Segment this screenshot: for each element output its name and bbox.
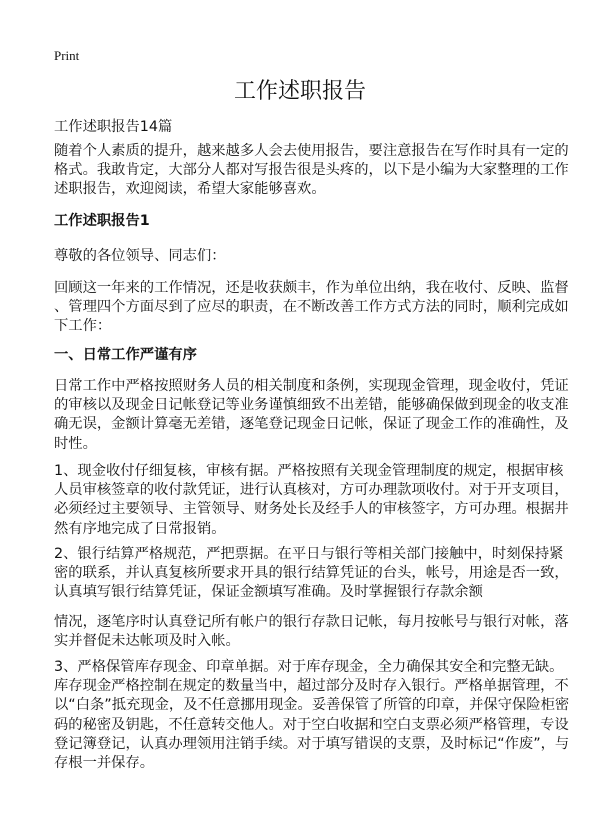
text-line: 的审核以及现金日记帐登记等业务谨慎细致不出差错，能够确保做到现金的收支准 bbox=[54, 397, 569, 414]
document-subtitle: 工作述职报告14篇 bbox=[54, 119, 173, 135]
text-line: 格式。我敢肯定，大部分人都对写报告很是头疼的，以下是小编为大家整理的工作 bbox=[54, 162, 569, 179]
text-line: 存根一并保存。 bbox=[54, 755, 155, 772]
text-line: 码的秘密及钥匙，不任意转交他人。对于空白收据和空白支票必须严格管理，专设 bbox=[54, 716, 569, 733]
text-line: 密的联系，并认真复核所要求开具的银行结算凭证的台头，帐号，用途是否一致， bbox=[54, 565, 569, 582]
salutation: 尊敬的各位领导、同志们： bbox=[54, 248, 226, 264]
text-line: 3、严格保管库存现金、印章单据。对于库存现金，全力确保其安全和完整无缺。 bbox=[54, 659, 564, 675]
text-line: 情况，逐笔序时认真登记所有帐户的银行存款日记帐，每月按帐号与银行对帐，落 bbox=[54, 614, 569, 630]
text-line: 回顾这一年来的工作情况，还是收获颇丰，作为单位出纳，我在收付、反映、监督 bbox=[54, 280, 569, 296]
paragraph bbox=[54, 545, 569, 603]
text-line: 确无误，金额计算毫无差错，逐笔登记现金日记帐，保证了现金工作的准确性，及 bbox=[54, 416, 569, 433]
text-line: 述职报告，欢迎阅读，希望大家能够喜欢。 bbox=[54, 181, 326, 198]
text-line: 随着个人素质的提升，越来越多人会去使用报告，要注意报告在写作时具有一定的 bbox=[54, 143, 569, 159]
text-line: 必须经过主要领导、主管领导、财务处长及经手人的审核签字，方可办理。根据井 bbox=[54, 501, 569, 518]
subsection-heading: 一、日常工作严谨有序 bbox=[54, 347, 197, 363]
text-line: 认真填写银行结算凭证，保证金额填写准确。及时掌握银行存款余额 bbox=[54, 584, 483, 601]
text-line: 人员审核签章的收付款凭证，进行认真核对，方可办理款项收付。对于开支项目， bbox=[54, 482, 569, 499]
paragraph bbox=[54, 279, 569, 337]
print-link[interactable]: Print bbox=[54, 48, 80, 63]
text-line: 下工作： bbox=[54, 318, 112, 335]
text-line: 登记簿登记，认真办理领用注销手续。对于填写错误的支票，及时标记“作废”，与 bbox=[54, 735, 570, 752]
text-line: 库存现金严格控制在规定的数量当中，超过部分及时存入银行。严格单据管理，不 bbox=[54, 678, 569, 695]
text-line: 然有序地完成了日常报销。 bbox=[54, 520, 226, 537]
paragraph bbox=[54, 658, 570, 773]
text-line: 1、现金收付仔细复核，审核有据。严格按照有关现金管理制度的规定，根据审核 bbox=[54, 463, 564, 479]
document-title: 工作述职报告 bbox=[233, 79, 366, 104]
section-heading: 工作述职报告1 bbox=[54, 213, 150, 229]
text-line: 2、银行结算严格规范，严把票据。在平日与银行等相关部门接触中，时刻保持紧 bbox=[54, 546, 564, 562]
text-line: 以“白条”抵充现金，及不任意挪用现金。妥善保管了所管的印章，并保守保险柜密 bbox=[54, 697, 570, 714]
intro-paragraph bbox=[54, 142, 569, 200]
text-line: 实并督促未达帐项及时入帐。 bbox=[54, 633, 240, 650]
text-line: 日常工作中严格按照财务人员的相关制度和条例，实现现金管理，现金收付，凭证 bbox=[54, 378, 569, 394]
text-line: 、管理四个方面尽到了应尽的职责，在不断改善工作方式方法的同时，顺利完成如 bbox=[54, 299, 569, 316]
paragraph bbox=[54, 613, 569, 651]
paragraph bbox=[54, 462, 569, 539]
text-line: 时性。 bbox=[54, 435, 97, 452]
paragraph bbox=[54, 377, 569, 454]
